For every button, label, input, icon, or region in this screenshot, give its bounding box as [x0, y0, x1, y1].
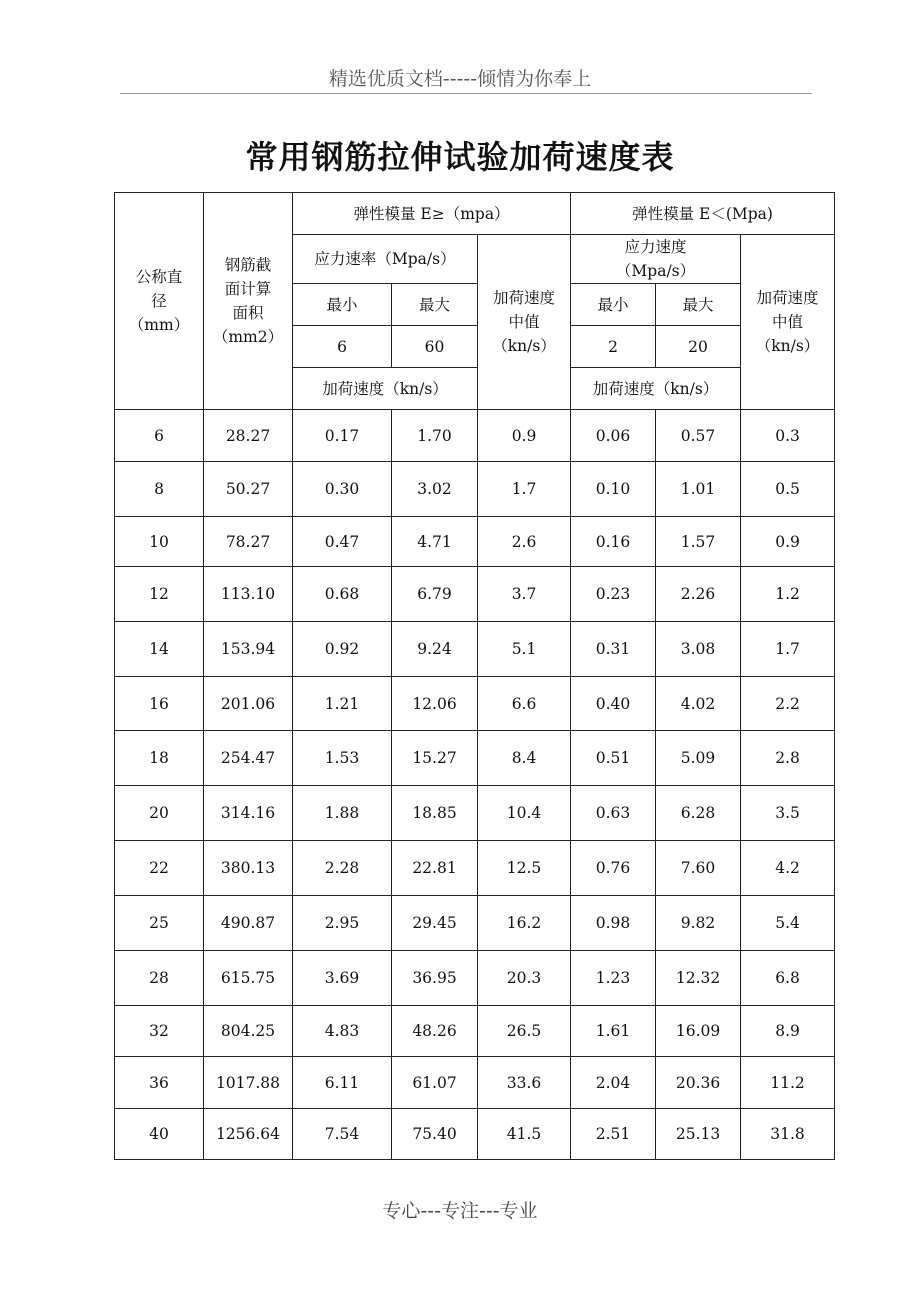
cell-area: 1017.88	[204, 1057, 293, 1109]
cell-stress-max-ge: 75.40	[392, 1109, 478, 1160]
cell-stress-min-lt: 0.51	[571, 731, 656, 786]
cell-area: 314.16	[204, 786, 293, 841]
cell-stress-min-ge: 0.17	[293, 410, 392, 462]
header-text-line: （kn/s）	[755, 337, 820, 355]
value-min-ge: 6	[293, 326, 392, 368]
table-row	[115, 462, 835, 517]
cell-stress-max-ge: 18.85	[392, 786, 478, 841]
table-row	[115, 410, 835, 462]
cell-stress-min-lt: 2.04	[571, 1057, 656, 1109]
cell-stress-min-lt: 0.31	[571, 622, 656, 677]
cell-stress-min-lt: 0.40	[571, 677, 656, 731]
header-stress-rate-lt	[571, 235, 741, 284]
cell-diameter: 20	[115, 786, 204, 841]
cell-area: 1256.64	[204, 1109, 293, 1160]
table-row	[115, 1006, 835, 1057]
header-nominal-diameter	[115, 193, 204, 410]
cell-diameter: 28	[115, 951, 204, 1006]
cell-load-mid-lt: 2.2	[741, 677, 835, 731]
cell-stress-max-lt: 20.36	[656, 1057, 741, 1109]
header-modulus-lt: 弹性模量 E＜(Mpa)	[571, 193, 835, 235]
header-text-line: （mm2）	[212, 328, 284, 346]
cell-load-mid-ge: 8.4	[478, 731, 571, 786]
cell-stress-max-lt: 9.82	[656, 896, 741, 951]
table-row	[115, 951, 835, 1006]
cell-load-mid-lt: 4.2	[741, 841, 835, 896]
page-footer: 专心---专注---专业	[382, 1200, 538, 1222]
cell-stress-min-lt: 0.10	[571, 462, 656, 517]
header-text-line: 公称直	[135, 268, 183, 286]
table-row	[115, 731, 835, 786]
cell-diameter: 36	[115, 1057, 204, 1109]
cell-load-mid-lt: 11.2	[741, 1057, 835, 1109]
cell-stress-min-ge: 2.28	[293, 841, 392, 896]
cell-stress-max-lt: 1.57	[656, 517, 741, 567]
cell-stress-min-ge: 1.53	[293, 731, 392, 786]
header-text-line: 径	[151, 292, 167, 310]
cell-diameter: 14	[115, 622, 204, 677]
cell-stress-min-ge: 1.21	[293, 677, 392, 731]
cell-area: 615.75	[204, 951, 293, 1006]
value-max-ge: 60	[392, 326, 478, 368]
cell-load-mid-ge: 12.5	[478, 841, 571, 896]
header-load-speed-ge: 加荷速度（kn/s）	[293, 368, 478, 410]
cell-stress-max-ge: 15.27	[392, 731, 478, 786]
cell-load-mid-ge: 6.6	[478, 677, 571, 731]
cell-stress-min-ge: 6.11	[293, 1057, 392, 1109]
cell-load-mid-lt: 31.8	[741, 1109, 835, 1160]
cell-stress-max-lt: 12.32	[656, 951, 741, 1006]
header-text-line: 面积	[232, 304, 264, 322]
cell-stress-max-lt: 16.09	[656, 1006, 741, 1057]
cell-load-mid-lt: 1.7	[741, 622, 835, 677]
cell-stress-min-ge: 1.88	[293, 786, 392, 841]
table-row	[115, 1057, 835, 1109]
table-row	[115, 677, 835, 731]
cell-diameter: 32	[115, 1006, 204, 1057]
cell-stress-min-lt: 0.76	[571, 841, 656, 896]
header-text-line: （Mpa/s）	[615, 262, 696, 280]
cell-load-mid-ge: 41.5	[478, 1109, 571, 1160]
cell-stress-max-ge: 48.26	[392, 1006, 478, 1057]
value-max-lt: 20	[656, 326, 741, 368]
header-text-line: （kn/s）	[492, 337, 556, 355]
header-min-lt: 最小	[571, 284, 656, 326]
cell-area: 380.13	[204, 841, 293, 896]
cell-diameter: 6	[115, 410, 204, 462]
header-text-line: 加荷速度	[493, 289, 556, 307]
cell-stress-max-lt: 4.02	[656, 677, 741, 731]
cell-diameter: 16	[115, 677, 204, 731]
cell-area: 28.27	[204, 410, 293, 462]
cell-stress-min-ge: 3.69	[293, 951, 392, 1006]
cell-stress-max-lt: 25.13	[656, 1109, 741, 1160]
cell-stress-min-lt: 2.51	[571, 1109, 656, 1160]
table-row	[115, 1109, 835, 1160]
document-title: 常用钢筋拉伸试验加荷速度表	[245, 138, 675, 176]
cell-diameter: 12	[115, 567, 204, 622]
cell-stress-min-lt: 1.61	[571, 1006, 656, 1057]
cell-area: 254.47	[204, 731, 293, 786]
cell-stress-min-lt: 0.06	[571, 410, 656, 462]
value-min-lt: 2	[571, 326, 656, 368]
cell-stress-min-lt: 0.98	[571, 896, 656, 951]
header-divider	[120, 93, 812, 94]
cell-load-mid-ge: 33.6	[478, 1057, 571, 1109]
cell-area: 113.10	[204, 567, 293, 622]
header-min-ge: 最小	[293, 284, 392, 326]
cell-stress-max-ge: 22.81	[392, 841, 478, 896]
header-text-line: 加荷速度	[756, 289, 819, 307]
cell-stress-min-ge: 0.47	[293, 517, 392, 567]
cell-stress-min-lt: 0.16	[571, 517, 656, 567]
cell-load-mid-lt: 8.9	[741, 1006, 835, 1057]
cell-load-mid-ge: 1.7	[478, 462, 571, 517]
header-max-ge: 最大	[392, 284, 478, 326]
cell-area: 490.87	[204, 896, 293, 951]
cell-diameter: 8	[115, 462, 204, 517]
cell-load-mid-ge: 2.6	[478, 517, 571, 567]
cell-load-mid-lt: 0.5	[741, 462, 835, 517]
cell-stress-min-lt: 1.23	[571, 951, 656, 1006]
cell-stress-max-lt: 1.01	[656, 462, 741, 517]
cell-stress-min-lt: 0.63	[571, 786, 656, 841]
header-text-line: 中值	[508, 313, 540, 331]
cell-load-mid-lt: 5.4	[741, 896, 835, 951]
header-modulus-ge: 弹性模量 E≥（mpa）	[293, 193, 571, 235]
table-row	[115, 896, 835, 951]
header-text-line: 中值	[772, 313, 804, 331]
header-section-area	[204, 193, 293, 410]
cell-stress-max-lt: 6.28	[656, 786, 741, 841]
cell-stress-max-ge: 9.24	[392, 622, 478, 677]
cell-load-mid-ge: 5.1	[478, 622, 571, 677]
cell-stress-max-ge: 36.95	[392, 951, 478, 1006]
cell-stress-max-lt: 0.57	[656, 410, 741, 462]
header-text-line: （mm）	[128, 316, 190, 334]
cell-load-mid-ge: 0.9	[478, 410, 571, 462]
table-row	[115, 567, 835, 622]
cell-load-mid-lt: 6.8	[741, 951, 835, 1006]
cell-stress-max-ge: 12.06	[392, 677, 478, 731]
cell-stress-min-ge: 7.54	[293, 1109, 392, 1160]
cell-stress-max-lt: 5.09	[656, 731, 741, 786]
header-text-line: 钢筋截	[224, 256, 272, 274]
cell-area: 201.06	[204, 677, 293, 731]
cell-stress-min-ge: 4.83	[293, 1006, 392, 1057]
cell-area: 50.27	[204, 462, 293, 517]
cell-stress-max-ge: 61.07	[392, 1057, 478, 1109]
cell-load-mid-lt: 2.8	[741, 731, 835, 786]
table-row	[115, 786, 835, 841]
cell-area: 153.94	[204, 622, 293, 677]
table-row	[115, 517, 835, 567]
cell-diameter: 10	[115, 517, 204, 567]
cell-stress-max-lt: 3.08	[656, 622, 741, 677]
cell-stress-max-ge: 4.71	[392, 517, 478, 567]
cell-load-mid-lt: 1.2	[741, 567, 835, 622]
header-load-speed-lt: 加荷速度（kn/s）	[571, 368, 741, 410]
loading-rate-table	[114, 192, 835, 1160]
header-text-line: 应力速度	[624, 238, 687, 256]
cell-stress-max-lt: 2.26	[656, 567, 741, 622]
cell-load-mid-lt: 0.3	[741, 410, 835, 462]
cell-diameter: 25	[115, 896, 204, 951]
cell-area: 78.27	[204, 517, 293, 567]
cell-load-mid-ge: 20.3	[478, 951, 571, 1006]
cell-stress-max-ge: 1.70	[392, 410, 478, 462]
cell-stress-min-lt: 0.23	[571, 567, 656, 622]
header-text-line: 面计算	[224, 280, 272, 298]
cell-stress-min-ge: 0.30	[293, 462, 392, 517]
cell-load-mid-ge: 3.7	[478, 567, 571, 622]
table-row	[115, 622, 835, 677]
table-row	[115, 841, 835, 896]
cell-stress-min-ge: 0.68	[293, 567, 392, 622]
cell-stress-max-lt: 7.60	[656, 841, 741, 896]
cell-stress-max-ge: 29.45	[392, 896, 478, 951]
header-load-mid-lt	[741, 235, 835, 410]
cell-diameter: 40	[115, 1109, 204, 1160]
cell-stress-min-ge: 2.95	[293, 896, 392, 951]
cell-diameter: 18	[115, 731, 204, 786]
header-load-mid-ge	[478, 235, 571, 410]
cell-load-mid-lt: 3.5	[741, 786, 835, 841]
cell-area: 804.25	[204, 1006, 293, 1057]
cell-load-mid-ge: 26.5	[478, 1006, 571, 1057]
cell-stress-max-ge: 6.79	[392, 567, 478, 622]
cell-load-mid-ge: 10.4	[478, 786, 571, 841]
cell-stress-max-ge: 3.02	[392, 462, 478, 517]
cell-load-mid-lt: 0.9	[741, 517, 835, 567]
header-max-lt: 最大	[656, 284, 741, 326]
page-header: 精选优质文档-----倾情为你奉上	[328, 68, 592, 90]
cell-load-mid-ge: 16.2	[478, 896, 571, 951]
cell-stress-min-ge: 0.92	[293, 622, 392, 677]
header-stress-rate-ge: 应力速率（Mpa/s）	[293, 235, 478, 284]
cell-diameter: 22	[115, 841, 204, 896]
